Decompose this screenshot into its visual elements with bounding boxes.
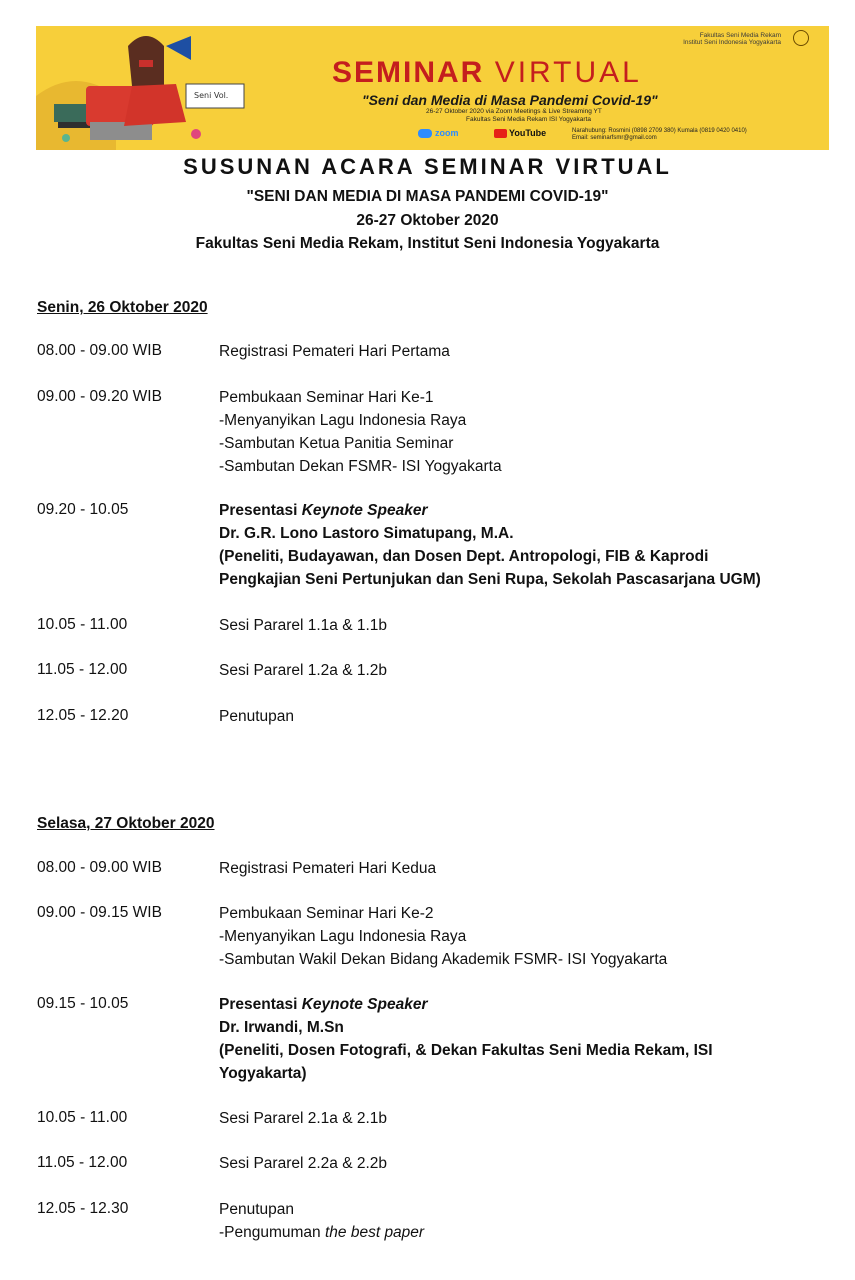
event-banner — [36, 26, 829, 150]
schedule-time: 12.05 - 12.20 — [37, 707, 129, 724]
page-title: SUSUNAN ACARA SEMINAR VIRTUAL — [183, 154, 672, 179]
schedule-time: 09.15 - 10.05 — [37, 995, 129, 1012]
schedule-activity: Sesi Pararel 2.1a & 2.1b — [219, 1110, 388, 1127]
organizer: Fakultas Seni Media Rekam, Institut Seni Indonesia Yogyakarta — [195, 235, 660, 252]
institution-name: Fakultas Seni Media Rekam Institut Seni Indonesia Yogyakarta — [683, 32, 781, 46]
schedule-activity: Presentasi Keynote Speaker Dr. Irwandi, M.Sn (Peneliti, Dosen Fotografi, & Dekan Fakultas Seni Media Rekam, ISI Yogyakarta) — [219, 996, 713, 1082]
day1-heading: Senin, 26 Oktober 2020 — [37, 299, 208, 316]
banner-date-line: 26-27 Oktober 2020 via Zoom Meetings & Live Streaming YT — [426, 108, 602, 115]
schedule-time: 10.05 - 11.00 — [37, 1109, 128, 1126]
schedule-time: 12.05 - 12.30 — [37, 1200, 129, 1217]
zoom-icon — [418, 129, 432, 138]
schedule-time: 10.05 - 11.00 — [37, 616, 128, 633]
youtube-play-icon — [494, 129, 507, 138]
day2-heading: Selasa, 27 Oktober 2020 — [37, 815, 215, 832]
schedule-time: 11.05 - 12.00 — [37, 661, 128, 678]
schedule-activity: Pembukaan Seminar Hari Ke-1 -Menyanyikan Lagu Indonesia Raya -Sambutan Ketua Panitia Seminar -Sambutan Dekan FSMR- ISI Yogyakarta — [219, 389, 502, 475]
woman-megaphone-illustration — [36, 26, 266, 150]
contact-info: Narahubung: Rosmini (0898 2709 380) Kumala (0819 0420 0410) Email: seminarfsmr@gmail.com — [572, 128, 747, 141]
schedule-activity: Registrasi Pemateri Hari Pertama — [219, 343, 450, 360]
isi-seal-logo — [793, 30, 809, 46]
schedule-activity: Penutupan -Pengumuman the best paper — [219, 1201, 425, 1241]
zoom-logo: zoom — [418, 128, 459, 138]
banner-faculty-line: Fakultas Seni Media Rekam ISI Yogyakarta — [466, 116, 592, 123]
page-subtitle: "SENI DAN MEDIA DI MASA PANDEMI COVID-19" — [246, 188, 609, 205]
event-dates: 26-27 Oktober 2020 — [356, 212, 499, 229]
schedule-activity: Presentasi Keynote Speaker Dr. G.R. Lono Lastoro Simatupang, M.A. (Peneliti, Budayawan, dan Dosen Dept. Antropologi, FIB & Kaprodi Pengkajian Seni Pertunjukan dan Seni Rupa, Sekolah Pascasarjana UGM) — [219, 502, 761, 588]
schedule-activity: Penutupan — [219, 708, 294, 725]
schedule-time: 11.05 - 12.00 — [37, 1154, 128, 1171]
schedule-time: 09.00 - 09.15 WIB — [37, 904, 162, 921]
schedule-time: 09.00 - 09.20 WIB — [37, 388, 162, 405]
banner-title: SEMINAR VIRTUAL — [332, 56, 642, 89]
banner-tagline: "Seni dan Media di Masa Pandemi Covid-19" — [362, 92, 658, 108]
schedule-activity: Pembukaan Seminar Hari Ke-2 -Menyanyikan Lagu Indonesia Raya -Sambutan Wakil Dekan Bidang Akademik FSMR- ISI Yogyakarta — [219, 905, 668, 968]
svg-text:Seni Vol.: Seni Vol. — [194, 91, 229, 100]
schedule-activity: Sesi Pararel 1.1a & 1.1b — [219, 617, 388, 634]
schedule-activity: Registrasi Pemateri Hari Kedua — [219, 860, 437, 877]
schedule-time: 08.00 - 09.00 WIB — [37, 859, 162, 876]
schedule-time: 09.20 - 10.05 — [37, 501, 129, 518]
schedule-activity: Sesi Pararel 2.2a & 2.2b — [219, 1155, 388, 1172]
schedule-activity: Sesi Pararel 1.2a & 1.2b — [219, 662, 388, 679]
schedule-time: 08.00 - 09.00 WIB — [37, 342, 162, 359]
youtube-logo: YouTube — [494, 128, 546, 138]
